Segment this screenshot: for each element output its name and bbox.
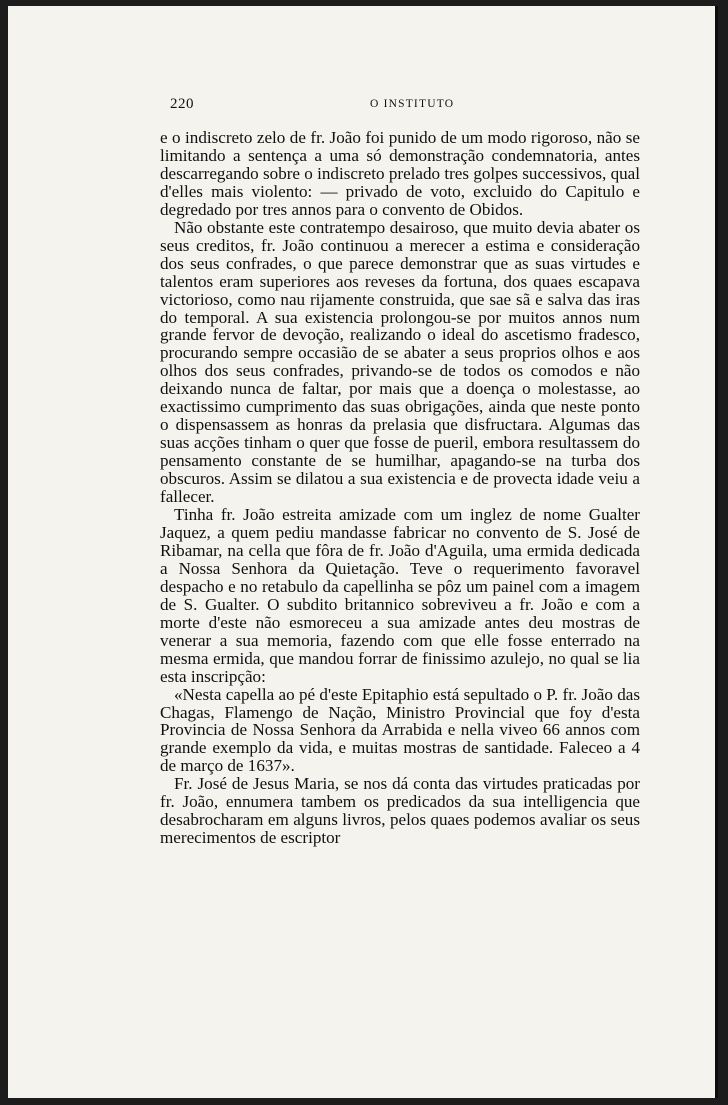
paragraph-1: e o indiscreto zelo de fr. João foi punido de um modo rigoroso, não se limitando a sentença a uma só demonstração condemnatoria, antes descarregando sobre o indiscreto prelado tres golpes successivos, qual d'elles mais violento: — privado de voto, excluido do Capitulo e degredado por tres annos para o convento de Obidos. — [160, 128, 640, 219]
paragraph-5: Fr. José de Jesus Maria, se nos dá conta das virtudes praticadas por fr. João, ennumera tambem os predicados da sua intelligencia que desabrocharam em alguns livros, pelos quaes podemos avaliar os seus merecimentos de escriptor — [160, 774, 640, 848]
paragraph-3: Tinha fr. João estreita amizade com um inglez de nome Gualter Jaquez, a quem pediu mandasse fabricar no convento de S. José de Ribamar, na cella que fôra de fr. João d'Aguila, uma ermida dedicada a Nossa Senhora da Quietação. Teve o requerimento favoravel despacho e no retabulo da capellinha se pôz um painel com a imagem de S. Gualter. O subdito britannico sobreviveu a fr. João e com a morte d'este não esmoreceu a sua amizade antes deu mostras de venerar a sua memoria, fazendo com que elle fosse enterrado na mesma ermida, que mandou forrar de finissimo azulejo, no qual se lia esta inscripção: — [160, 505, 640, 686]
paragraph-2: Não obstante este contratempo desairoso, que muito devia abater os seus creditos, fr. João continuou a merecer a estima e consideração dos seus confrades, o que parece demonstrar que as suas virtudes e talentos eram superiores aos reveses da fortuna, dos quaes escapava victorioso, como nau rijamente construida, que sae sã e salva das iras do temporal. A sua existencia prolongou-se por muitos annos num grande fervor de devoção, realizando o ideal do ascetismo fradesco, procurando sempre occasião de se abater a seus proprios olhos e aos olhos dos seus confrades, privando-se de todos os comodos e não deixando nunca de faltar, por mais que a doença o molestasse, ao exactissimo cumprimento das suas obrigações, ainda que neste ponto o dispensassem as honras da prelasia que disfructara. Algumas das suas acções tinham o quer que fosse de pueril, embora resultassem do pensamento constante de se humilhar, apagando-se na turba dos obscuros. Assim se dilatou a sua existencia e de provecta idade veiu a fallecer. — [160, 217, 640, 507]
running-title: O INSTITUTO — [370, 98, 455, 110]
paragraph-4-inscription: «Nesta capella ao pé d'este Epitaphio está sepultado o P. fr. João das Chagas, Flamengo de Nação, Ministro Provincial que foy d'esta Provincia de Nossa Senhora da Arrabida e nella viveo 66 annos com grande exemplo da vida, e muitas mostras de santidade. Faleceo a 4 de março de 1637». — [160, 684, 640, 776]
page-header — [170, 96, 646, 116]
body-text — [160, 129, 640, 847]
page-number: 220 — [170, 96, 194, 112]
